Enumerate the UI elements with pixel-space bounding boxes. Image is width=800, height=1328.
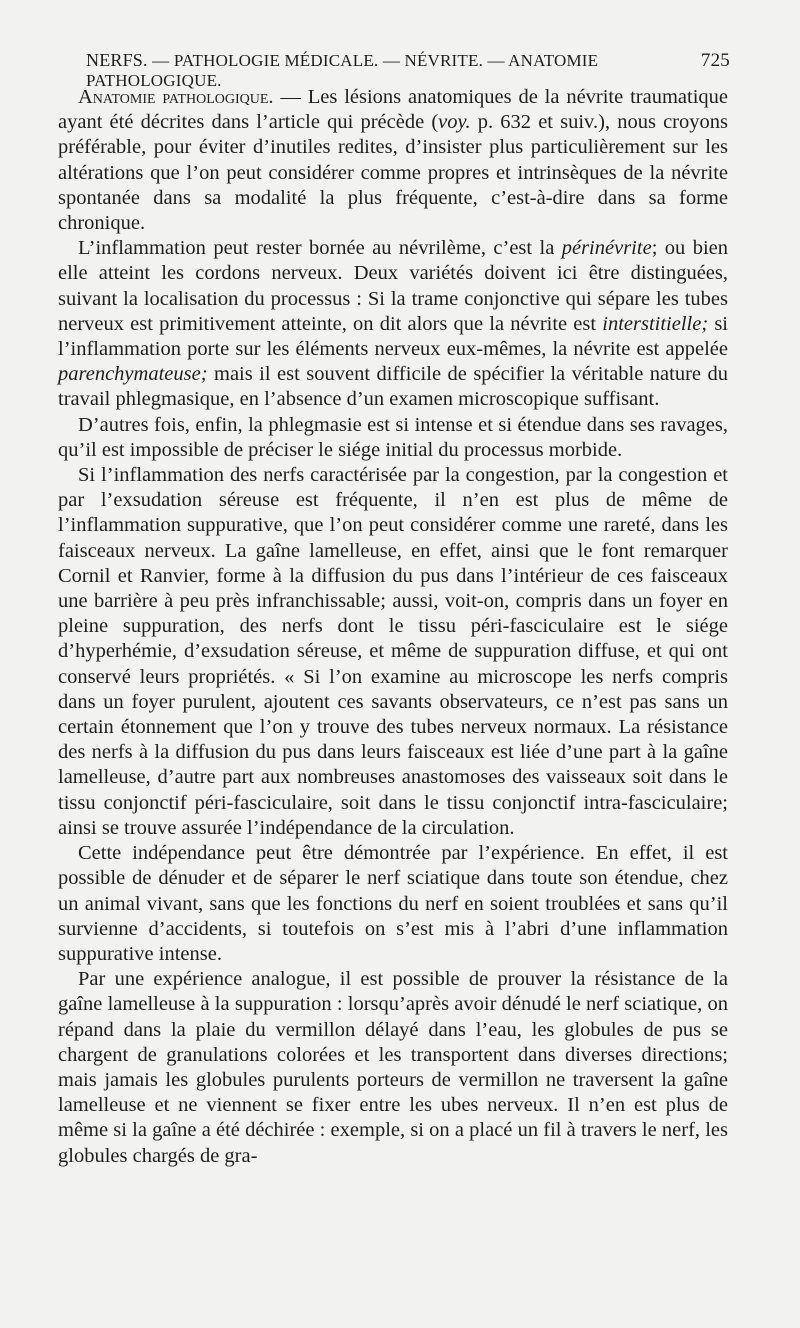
- body-text: [58, 85, 728, 1169]
- paragraph-2: [58, 236, 728, 412]
- voy-reference: voy.: [438, 111, 471, 134]
- paragraph-3: D’autres fois, enfin, la phlegmasie est si intense et si étendue dans ses ravages, qu’il est impossible de préciser le siége initial du processus morbide.: [58, 413, 728, 461]
- paragraph-5: Cette indépendance peut être démontrée par l’expérience. En effet, il est possible de dénuder et de séparer le nerf sciatique dans toute son étendue, chez un animal vivant, sans que les fonctions du nerf en soient troublées et sans qu’il survienne d’accidents, si toutefois on s’est mis à l’abri d’une inflammation suppurative intense.: [58, 842, 728, 965]
- term-interstitielle: interstitielle;: [602, 312, 709, 335]
- term-parenchymateuse: parenchymateuse;: [58, 363, 208, 386]
- paragraph-2-text-b: ; ou bien elle atteint les cordons nerveux. Deux variétés doivent ici être distinguées, suivant la localisation du processus : Si la trame conjonctive qui sépare les tubes nerveux est primitivement atteinte, on dit alors que la névrite est: [58, 237, 728, 335]
- paragraph-1-text-a: — Les lésions anatomiques de la névrite traumatique ayant été décrites dans l’article qui précède (: [58, 86, 728, 134]
- paragraph-2-text-d: mais il est souvent difficile de spécifier la véritable nature du travail phlegmasique, en l’absence d’un examen microscopique suffisant.: [58, 363, 728, 411]
- running-head-lead: NERFS.: [86, 50, 148, 70]
- paragraph-1-text-b: p. 632 et suiv.), nous croyons préférable, pour éviter d’inutiles redites, d’insister plus particulièrement sur les altérations que l’on peut considérer comme propres et intrinsèques de la névrite spontanée dans sa modalité la plus fréquente, c’est-à-dire dans sa forme chronique.: [58, 111, 728, 235]
- section-heading: Anatomie pathologique.: [78, 86, 274, 108]
- paragraph-2-text-c: si l’inflammation porte sur les éléments nerveux eux-mêmes, la névrite est appelée: [58, 312, 728, 361]
- term-perinevrite: périnévrite: [561, 237, 652, 260]
- paragraph-6: Par une expérience analogue, il est possible de prouver la résistance de la gaîne lamelleuse à la suppuration : lorsqu’après avoir dénudé le nerf sciatique, on répand dans la plaie du vermillon délayé dans l’eau, les globules de pus se chargent de granulations colorées et les transportent dans diverses directions; mais jamais les globules purulents porteurs de vermillon ne traversent la gaîne lamelleuse et ne viennent se fixer entre les ubes nerveux. Il n’en est plus de même si la gaîne a été déchirée : exemple, si on a placé un fil à travers le nerf, les globules chargés de gra-: [58, 968, 728, 1167]
- paragraph-4: Si l’inflammation des nerfs caractérisée par la congestion, par la congestion et par l’exsudation séreuse est fréquente, il n’en est plus de même de l’inflammation suppurative, que l’on peut considérer comme une rareté, dans les faisceaux nerveux. La gaîne lamelleuse, en effet, ainsi que le font remarquer Cornil et Ranvier, forme à la diffusion du pus dans l’intérieur de ces faisceaux une barrière à peu près infranchissable; aussi, voit-on, compris dans un foyer en pleine suppuration, des nerfs dont le tissu péri-fasciculaire est le siége d’hyperhémie, d’exsudation séreuse, et même de suppuration diffuse, et qui ont conservé leurs propriétés. « Si l’on examine au microscope les nerfs compris dans un foyer purulent, ajoutent ces savants observateurs, ce n’est pas sans un certain étonnement que l’on y trouve des tubes nerveux normaux. La résistance des nerfs à la diffusion du pus dans leurs faisceaux est liée d’une part à la gaîne lamelleuse, d’autre part aux nombreuses anastomoses des vaisseaux soit dans le tissu conjonctif péri-fasciculaire, soit dans le tissu conjonctif intra-fasciculaire; ainsi se trouve assurée l’indépendance de la circulation.: [58, 464, 728, 839]
- page-number: 725: [700, 50, 730, 71]
- paragraph-1: [58, 85, 728, 236]
- running-head-rest: — PATHOLOGIE MÉDICALE. — NÉVRITE. — ANATOMIE PATHOLOGIQUE.: [86, 51, 599, 90]
- paragraph-2-text-a: L’inflammation peut rester bornée au névrilème, c’est la: [78, 237, 562, 260]
